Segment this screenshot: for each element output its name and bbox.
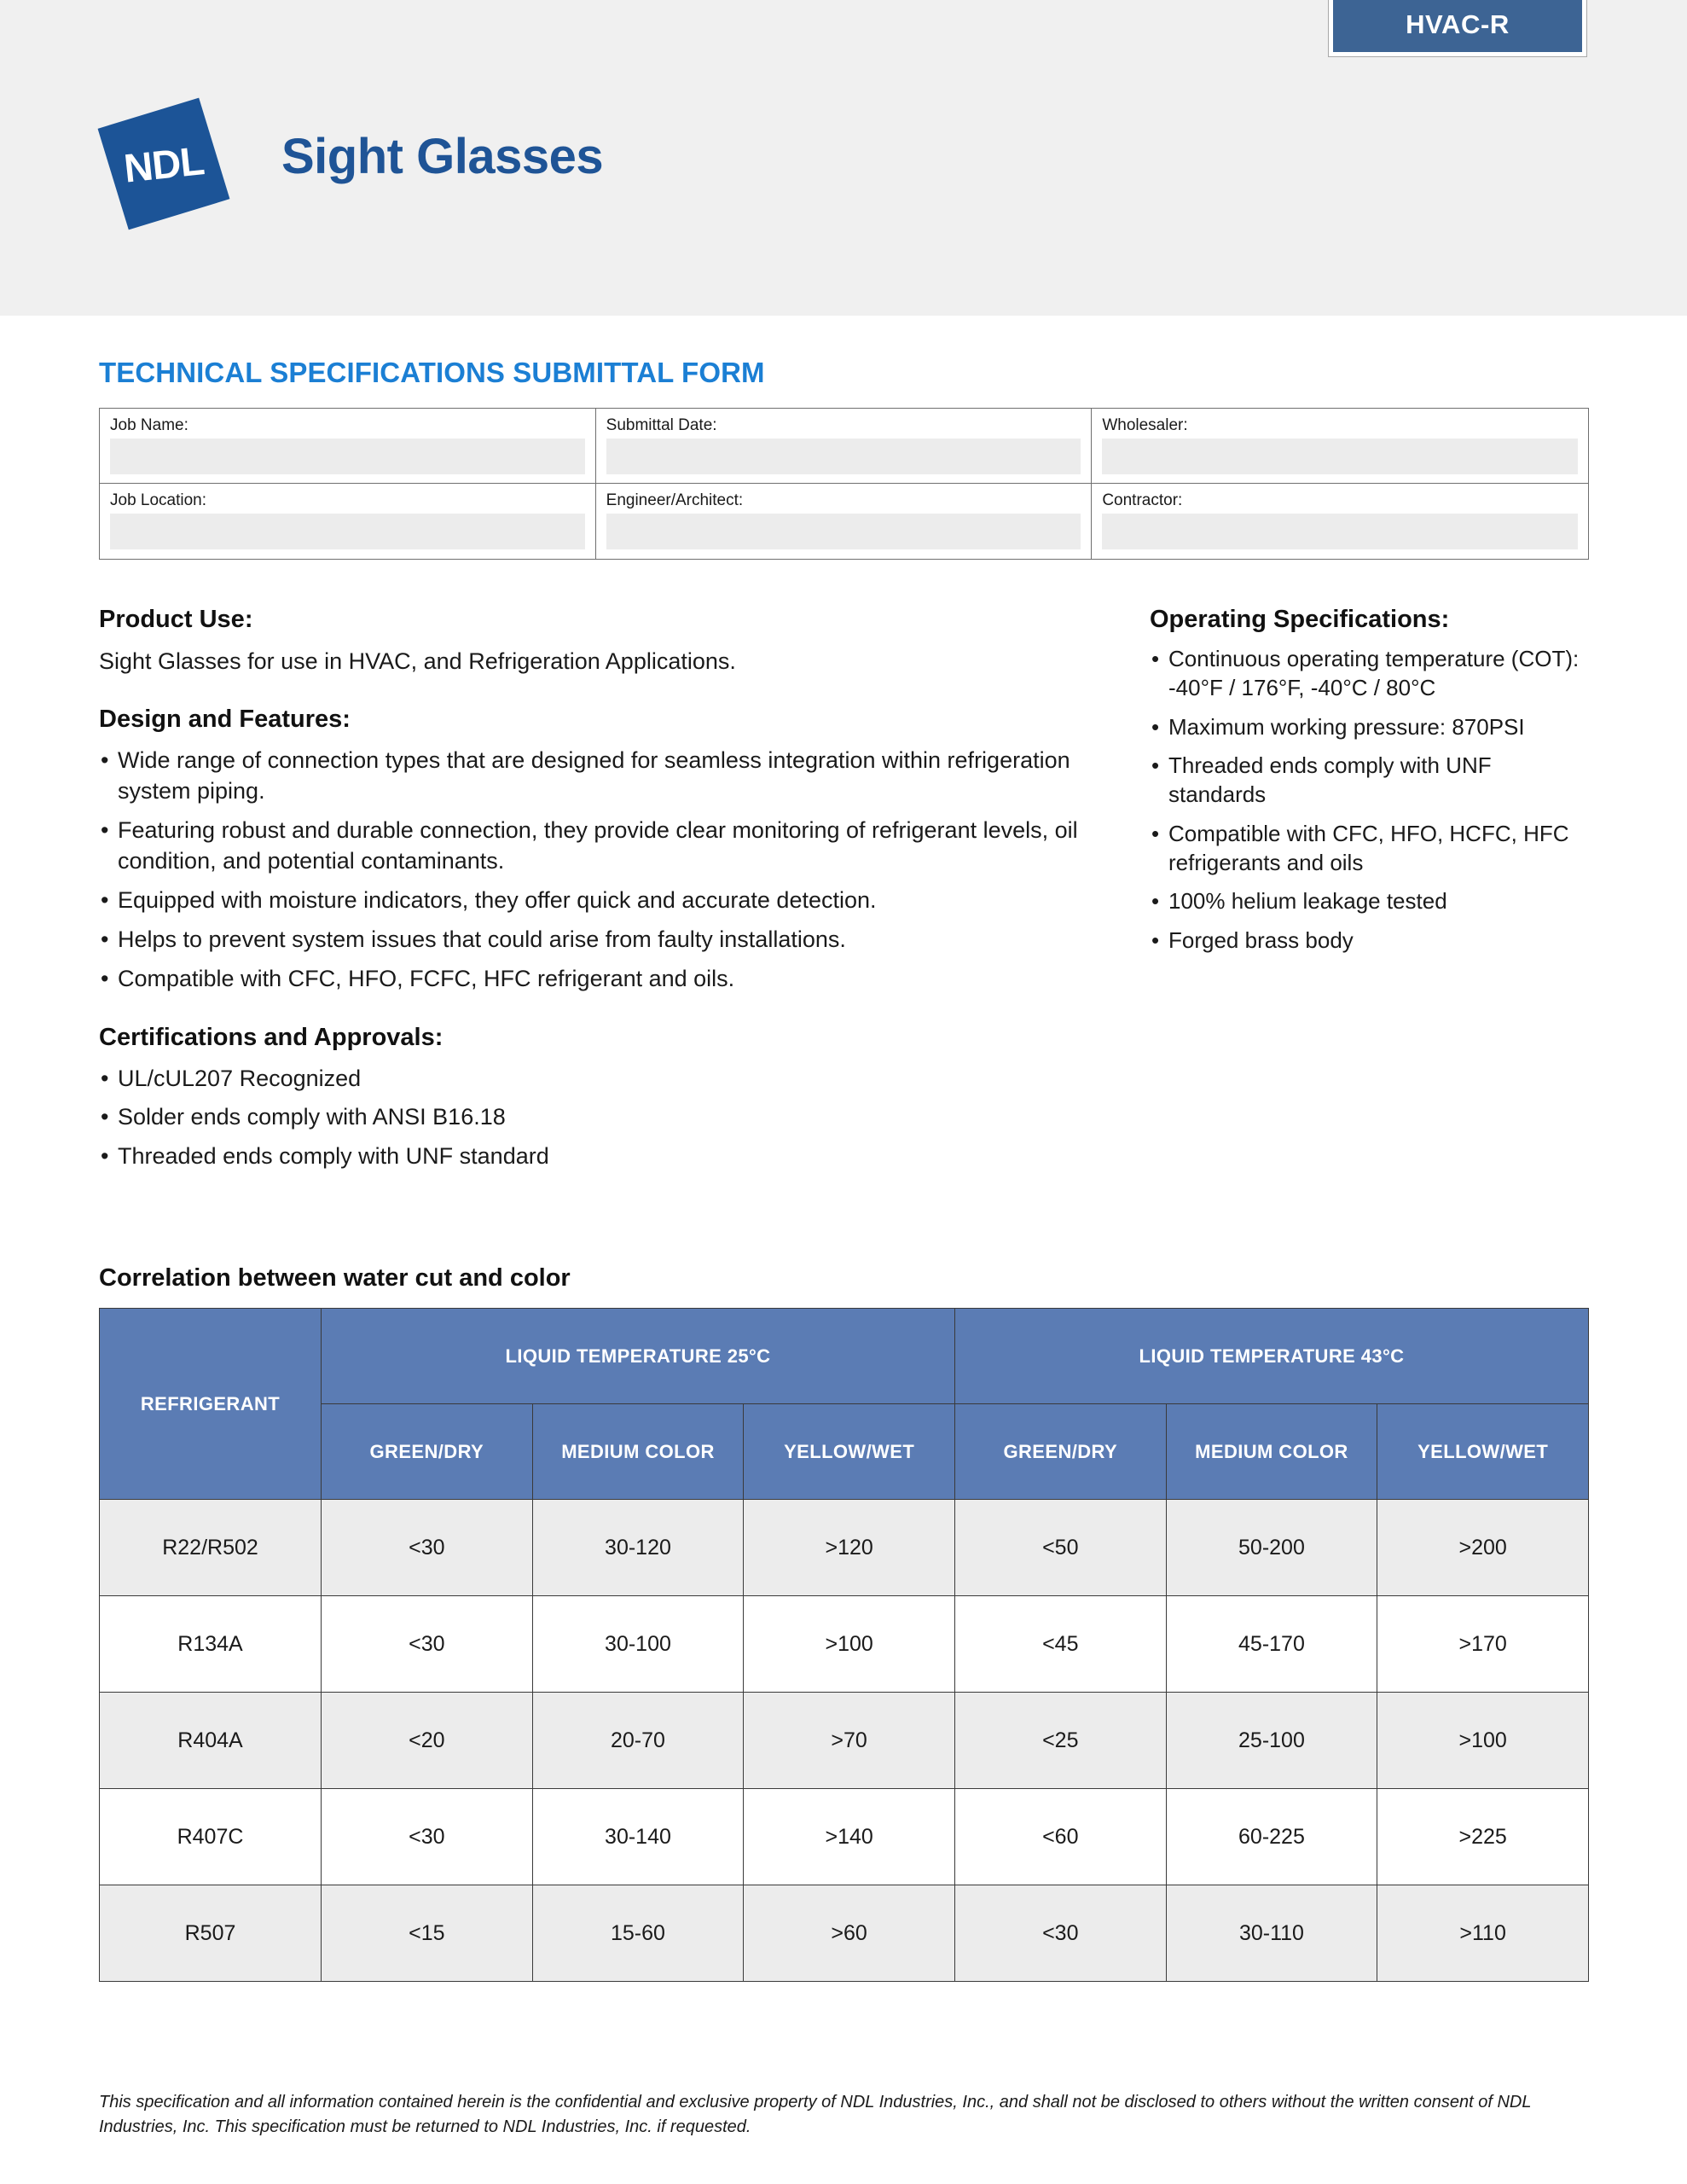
list-item: • Threaded ends comply with UNF standards (1150, 751, 1593, 810)
submittal-form-grid (99, 408, 1589, 560)
form-field-job-name (100, 409, 596, 484)
logo-wordmark: NDL (121, 136, 206, 191)
list-item: • Helps to prevent system issues that could arise from faulty installations. (99, 925, 1110, 956)
table-row (100, 1789, 1589, 1885)
list-item: • Compatible with CFC, HFO, FCFC, HFC refrigerant and oils. (99, 964, 1110, 995)
list-item: • Equipped with moisture indicators, they offer quick and accurate detection. (99, 886, 1110, 916)
table-cell: 60-225 (1166, 1789, 1377, 1885)
list-item: • Threaded ends comply with UNF standard (99, 1141, 1110, 1172)
list-item: • 100% helium leakage tested (1150, 886, 1593, 915)
form-label-job-location: Job Location: (110, 491, 207, 509)
form-field-engineer-architect (596, 484, 1093, 559)
certifications-list (99, 1064, 1110, 1173)
form-field-wholesaler (1092, 409, 1588, 484)
table-header-row-groups (100, 1309, 1589, 1404)
form-label-wholesaler: Wholesaler: (1102, 416, 1188, 434)
cell-refrigerant: R22/R502 (100, 1500, 322, 1596)
left-content-column (99, 606, 1110, 1181)
page-title: Sight Glasses (281, 129, 604, 184)
table-cell: >200 (1377, 1500, 1589, 1596)
operating-specs-list (1150, 644, 1593, 955)
list-item: • Featuring robust and durable connection, they provide clear monitoring of refrigerant levels, oil condition, and potential contaminants. (99, 816, 1110, 877)
job-name-input[interactable] (110, 439, 585, 474)
table-row (100, 1500, 1589, 1596)
table-cell: >70 (744, 1693, 955, 1789)
cell-refrigerant: R407C (100, 1789, 322, 1885)
table-head (100, 1309, 1589, 1500)
table-cell: >170 (1377, 1596, 1589, 1693)
col-header-refrigerant: REFRIGERANT (100, 1309, 322, 1500)
table-cell: <30 (322, 1789, 533, 1885)
water-cut-color-table (99, 1308, 1589, 1982)
table-cell: >110 (1377, 1885, 1589, 1982)
list-item: • UL/cUL207 Recognized (99, 1064, 1110, 1095)
table-cell: >120 (744, 1500, 955, 1596)
col-header-43c-medium-color: MEDIUM COLOR (1166, 1404, 1377, 1500)
table-cell: 30-120 (532, 1500, 744, 1596)
table-cell: >140 (744, 1789, 955, 1885)
col-group-header-25c: LIQUID TEMPERATURE 25°C (322, 1309, 955, 1404)
correlation-heading: Correlation between water cut and color (99, 1264, 571, 1292)
table-cell: <60 (954, 1789, 1166, 1885)
hvacr-badge-label: HVAC-R (1406, 9, 1510, 39)
design-features-heading: Design and Features: (99, 706, 351, 734)
page-header (0, 0, 1687, 316)
list-item: • Compatible with CFC, HFO, HCFC, HFC refrigerants and oils (1150, 819, 1593, 878)
operating-specs-heading: Operating Specifications: (1150, 606, 1450, 633)
footer-disclaimer: This specification and all information contained herein is the confidential and exclusive property of NDL Industries, Inc., and shall not be disclosed to others without the written consent of NDL Industries, Inc. This specification must be returned to NDL Industries, Inc. if requested. (99, 2093, 1532, 2136)
table-cell: <15 (322, 1885, 533, 1982)
table-row (100, 1596, 1589, 1693)
table-cell: 30-110 (1166, 1885, 1377, 1982)
table-cell: 50-200 (1166, 1500, 1377, 1596)
table-cell: >100 (1377, 1693, 1589, 1789)
col-header-25c-medium-color: MEDIUM COLOR (532, 1404, 744, 1500)
table-cell: 30-100 (532, 1596, 744, 1693)
engineer-architect-input[interactable] (606, 514, 1081, 549)
list-item: • Wide range of connection types that are designed for seamless integration within refrigeration system piping. (99, 746, 1110, 807)
product-use-heading: Product Use: (99, 606, 253, 633)
ndl-logo (92, 92, 235, 235)
table-cell: 15-60 (532, 1885, 744, 1982)
form-field-submittal-date (596, 409, 1093, 484)
product-use-text: Sight Glasses for use in HVAC, and Refrigeration Applications. (99, 648, 736, 674)
table-row (100, 1693, 1589, 1789)
list-item: • Maximum working pressure: 870PSI (1150, 712, 1593, 741)
table-cell: 45-170 (1166, 1596, 1377, 1693)
table-cell: <45 (954, 1596, 1166, 1693)
col-header-25c-green-dry: GREEN/DRY (322, 1404, 533, 1500)
table-cell: 20-70 (532, 1693, 744, 1789)
submittal-date-input[interactable] (606, 439, 1081, 474)
right-content-column (1150, 606, 1593, 964)
contractor-input[interactable] (1102, 514, 1578, 549)
job-location-input[interactable] (110, 514, 585, 549)
form-label-contractor: Contractor: (1102, 491, 1183, 509)
table-cell: <50 (954, 1500, 1166, 1596)
table-cell: >100 (744, 1596, 955, 1693)
table-cell: 25-100 (1166, 1693, 1377, 1789)
list-item: • Continuous operating temperature (COT): -40°F / 176°F, -40°C / 80°C (1150, 644, 1593, 703)
table-header-row-sub (100, 1404, 1589, 1500)
submittal-form-heading: TECHNICAL SPECIFICATIONS SUBMITTAL FORM (99, 357, 765, 388)
col-header-43c-green-dry: GREEN/DRY (954, 1404, 1166, 1500)
table-body (100, 1500, 1589, 1982)
list-item: • Forged brass body (1150, 926, 1593, 955)
table-cell: <25 (954, 1693, 1166, 1789)
col-header-43c-yellow-wet: YELLOW/WET (1377, 1404, 1589, 1500)
form-field-job-location (100, 484, 596, 559)
design-features-list (99, 746, 1110, 994)
table-cell: 30-140 (532, 1789, 744, 1885)
table-cell: <30 (322, 1500, 533, 1596)
col-group-header-43c: LIQUID TEMPERATURE 43°C (954, 1309, 1588, 1404)
list-item: • Solder ends comply with ANSI B16.18 (99, 1102, 1110, 1133)
certifications-heading: Certifications and Approvals: (99, 1023, 443, 1051)
table-cell: >60 (744, 1885, 955, 1982)
table-row (100, 1885, 1589, 1982)
form-label-job-name: Job Name: (110, 416, 188, 434)
table-cell: >225 (1377, 1789, 1589, 1885)
table-cell: <20 (322, 1693, 533, 1789)
cell-refrigerant: R134A (100, 1596, 322, 1693)
table-cell: <30 (322, 1596, 533, 1693)
form-field-contractor (1092, 484, 1588, 559)
wholesaler-input[interactable] (1102, 439, 1578, 474)
form-label-submittal-date: Submittal Date: (606, 416, 717, 434)
hvacr-category-badge (1329, 0, 1586, 56)
form-label-engineer-architect: Engineer/Architect: (606, 491, 744, 509)
cell-refrigerant: R507 (100, 1885, 322, 1982)
col-header-25c-yellow-wet: YELLOW/WET (744, 1404, 955, 1500)
table-cell: <30 (954, 1885, 1166, 1982)
cell-refrigerant: R404A (100, 1693, 322, 1789)
